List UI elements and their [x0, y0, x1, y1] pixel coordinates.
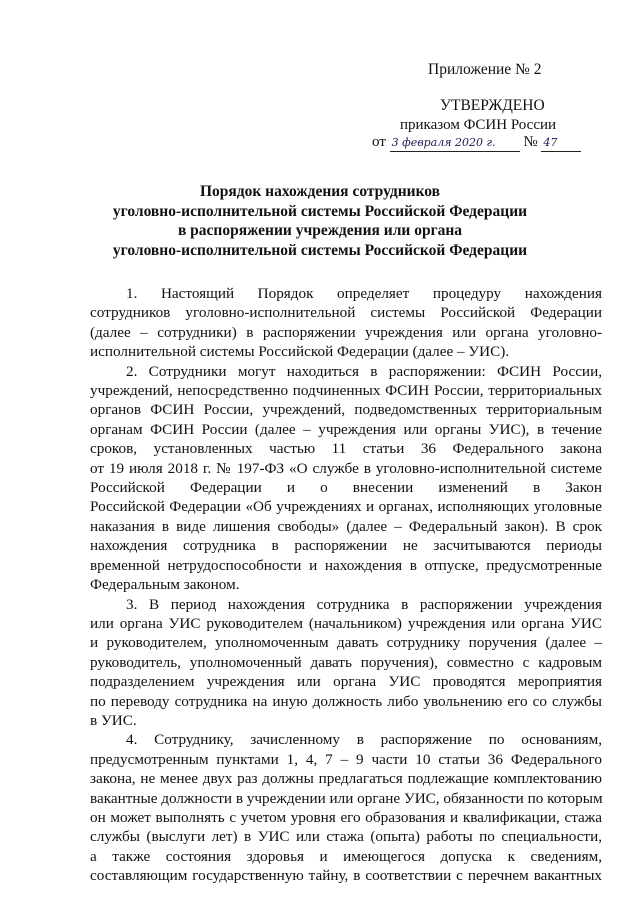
paragraph-line: 2. Сотрудники могут находиться в распоряжении: ФСИН России,: [126, 362, 602, 380]
paragraph-1: [90, 284, 602, 362]
paragraph-4: [90, 730, 602, 885]
paragraph-line: Федеральным законом.: [90, 576, 240, 594]
annex-label: Приложение № 2: [428, 61, 542, 78]
paragraph-line: Российской Федерации и о внесении изменений в Закон: [90, 479, 602, 497]
paragraph-line: предусмотренным пунктами 1, 4, 7 – 9 части 10 статьи 36 Федерального: [90, 750, 602, 768]
paragraph-line: он может выполнять с учетом уровня его образования и квалификации, стажа: [90, 808, 602, 826]
approved-by: приказом ФСИН России: [400, 117, 557, 133]
paragraph-line: службы (выслуги лет) в УИС или стажа (опыта) работы по специальности,: [90, 828, 602, 846]
paragraph-line: наказания в виде лишения свободы» (далее – Федеральный закон). В срок: [90, 517, 602, 535]
paragraph-line: сроков, установленных частью 11 статьи 36 Федерального закона: [90, 440, 602, 458]
paragraph-line: сотрудников уголовно-исполнительной системы Российской Федерации: [90, 304, 602, 322]
paragraph-line: вакантные должности в учреждении или органе УИС, обязанности по которым: [90, 789, 603, 807]
order-line: [372, 132, 581, 152]
paragraph-line: органам ФСИН России (далее – учреждения или органы УИС), в течение: [90, 420, 602, 438]
order-number-handwritten: 47: [541, 135, 581, 152]
paragraph-line: в УИС.: [90, 711, 137, 729]
title-line: Порядок нахождения сотрудников: [199, 183, 441, 200]
paragraph-line: Российской Федерации «Об учреждениях и органах, исполняющих уголовные: [90, 498, 602, 516]
paragraph-line: нахождения сотрудника в распоряжении не засчитываются периоды: [90, 537, 602, 555]
paragraph-line: 4. Сотруднику, зачисленному в распоряжение по основаниям,: [126, 731, 602, 749]
paragraph-line: органов ФСИН России, учреждений, подведомственных территориальным: [90, 401, 602, 419]
paragraph-line: или органа УИС руководителем (начальником) учреждения или органа УИС: [90, 614, 602, 632]
order-date-handwritten: 3 февраля 2020 г.: [390, 135, 520, 152]
order-from-label: от: [372, 134, 386, 150]
paragraph-line: составляющим государственную тайну, в соответствии с перечнем вакантных: [90, 867, 602, 885]
title-line: уголовно-исполнительной системы Российской Федерации: [112, 202, 528, 220]
paragraph-line: и руководителем, уполномоченным давать сотруднику поручения (далее –: [90, 634, 602, 652]
document-title: [0, 182, 640, 260]
paragraph-line: подразделением учреждения или органа УИС проводятся мероприятия: [90, 673, 602, 691]
title-line: в распоряжении учреждения или органа: [177, 222, 463, 239]
paragraph-line: 1. Настоящий Порядок определяет процедуру нахождения: [126, 285, 602, 302]
paragraph-line: 3. В период нахождения сотрудника в распоряжении учреждения: [126, 595, 602, 613]
approved-label: УТВЕРЖДЕНО: [440, 97, 545, 114]
paragraph-2: [90, 362, 602, 595]
paragraph-line: (далее – сотрудники) в распоряжении учреждения или органа уголовно-: [90, 323, 602, 341]
paragraph-line: а также состояния здоровья и имеющегося допуска к сведениям,: [90, 847, 602, 865]
title-line: уголовно-исполнительной системы Российской Федерации: [112, 241, 528, 259]
paragraph-line: руководитель, уполномоченный давать поручения), совместно с кадровым: [90, 653, 602, 671]
paragraph-3: [90, 595, 602, 731]
paragraph-line: временной нетрудоспособности и нахождения в отпуске, предусмотренные: [90, 556, 602, 574]
paragraph-line: по переводу сотрудника на иную должность либо увольнению его со службы: [90, 692, 602, 710]
paragraph-line: учреждений, непосредственно подчиненных ФСИН России, территориальных: [90, 382, 602, 400]
order-number-label: №: [523, 134, 538, 150]
paragraph-line: исполнительной системы Российской Федерации (далее – УИС).: [90, 343, 510, 361]
paragraph-line: от 19 июля 2018 г. № 197-ФЗ «О службе в уголовно-исполнительной системе: [90, 459, 602, 477]
paragraph-line: закона, не менее двух раз должны предлагаться подлежащие комплектованию: [90, 770, 602, 788]
document-body: [90, 284, 602, 886]
